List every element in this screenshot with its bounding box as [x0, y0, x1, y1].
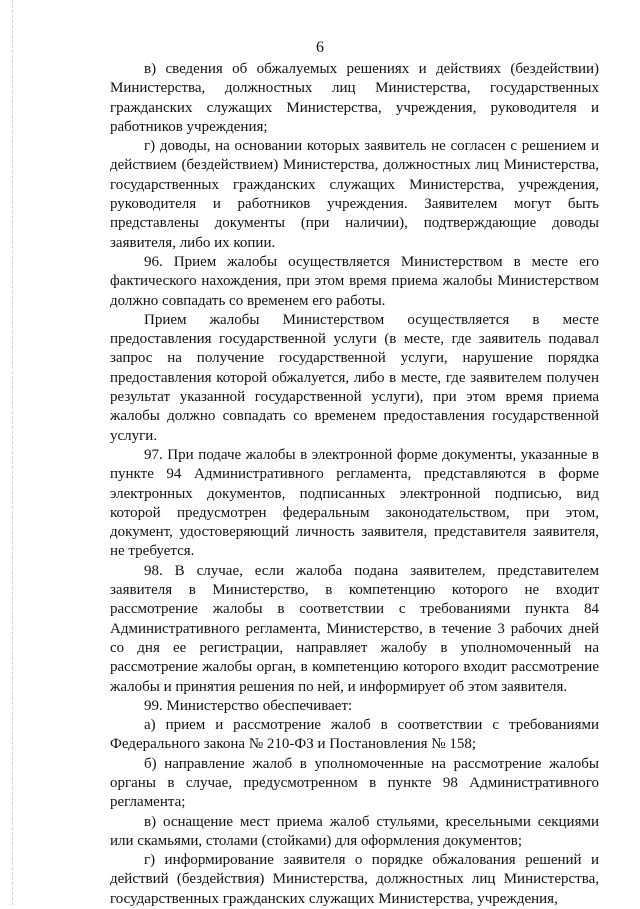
paragraph-item-g: г) доводы, на основании которых заявитель не согласен с решением и действием (бездействием) Министерства, должностных лиц Министерства, государственных гражданских служащих Министерства, учреждения, руководителя и работников учреждения. Заявителем могут быть представлены документы (при наличии), подтверждающие доводы заявителя, либо их копии.	[110, 138, 599, 251]
page-number: 6	[316, 39, 324, 56]
scan-edge-line	[12, 0, 14, 905]
paragraph-99: 99. Министерство обеспечивает:	[144, 697, 353, 714]
paragraph-99-v: в) оснащение мест приема жалоб стульями, кресельными секциями или скамьями, столами (стойками) для оформления документов;	[110, 813, 599, 849]
paragraph-96: 96. Прием жалобы осуществляется Министерством в месте его фактического нахождения, при этом время приема жалобы Министерством должно совпадать со временем его работы.	[110, 253, 599, 309]
paragraph-96-continued: Прием жалобы Министерством осуществляется в месте предоставления государственной услуги (в месте, где заявитель подавал запрос на получение государственной услуги, нарушение порядка предоставления которой обжалуется, либо в месте, где заявителем получен результат указанной государственной услуги), при этом время приема жалобы должно совпадать со временем предоставления государственной услуги.	[110, 311, 599, 444]
paragraph-97: 97. При подаче жалобы в электронной форме документы, указанные в пункте 94 Административного регламента, представляются в форме электронных документов, подписанных электронной подписью, вид которой предусмотрен федеральным законодательством, при этом, документ, удостоверяющий личность заявителя, представителя заявителя, не требуется.	[110, 446, 599, 560]
document-body	[110, 60, 599, 909]
paragraph-99-b: б) направление жалоб в уполномоченные на рассмотрение жалобы органы в случае, предусмотренном в пункте 98 Административного регламента;	[110, 755, 599, 811]
paragraph-98: 98. В случае, если жалоба подана заявителем, представителем заявителя в Министерство, в компетенцию которого не входит рассмотрение жалобы в соответствии с требованиями пункта 84 Административного регламента, Министерство, в течение 3 рабочих дней со дня ее регистрации, направляет жалобу в уполномоченный на рассмотрение жалобы орган, в компетенцию которого входит рассмотрение жалобы и принятия решения по ней, и информирует об этом заявителя.	[110, 562, 599, 695]
paragraph-99-a: а) прием и рассмотрение жалоб в соответствии с требованиями Федерального закона № 210-ФЗ и Постановления № 158;	[110, 717, 599, 753]
paragraph-item-v: в) сведения об обжалуемых решениях и действиях (бездействии) Министерства, должностных лиц Министерства, государственных гражданских служащих Министерства, учреждения, руководителя и работников учреждения;	[110, 61, 599, 135]
paragraph-99-g: г) информирование заявителя о порядке обжалования решений и действий (бездействия) Министерства, должностных лиц Министерства, государственных гражданских служащих Министерства, учреждения,	[110, 852, 599, 907]
